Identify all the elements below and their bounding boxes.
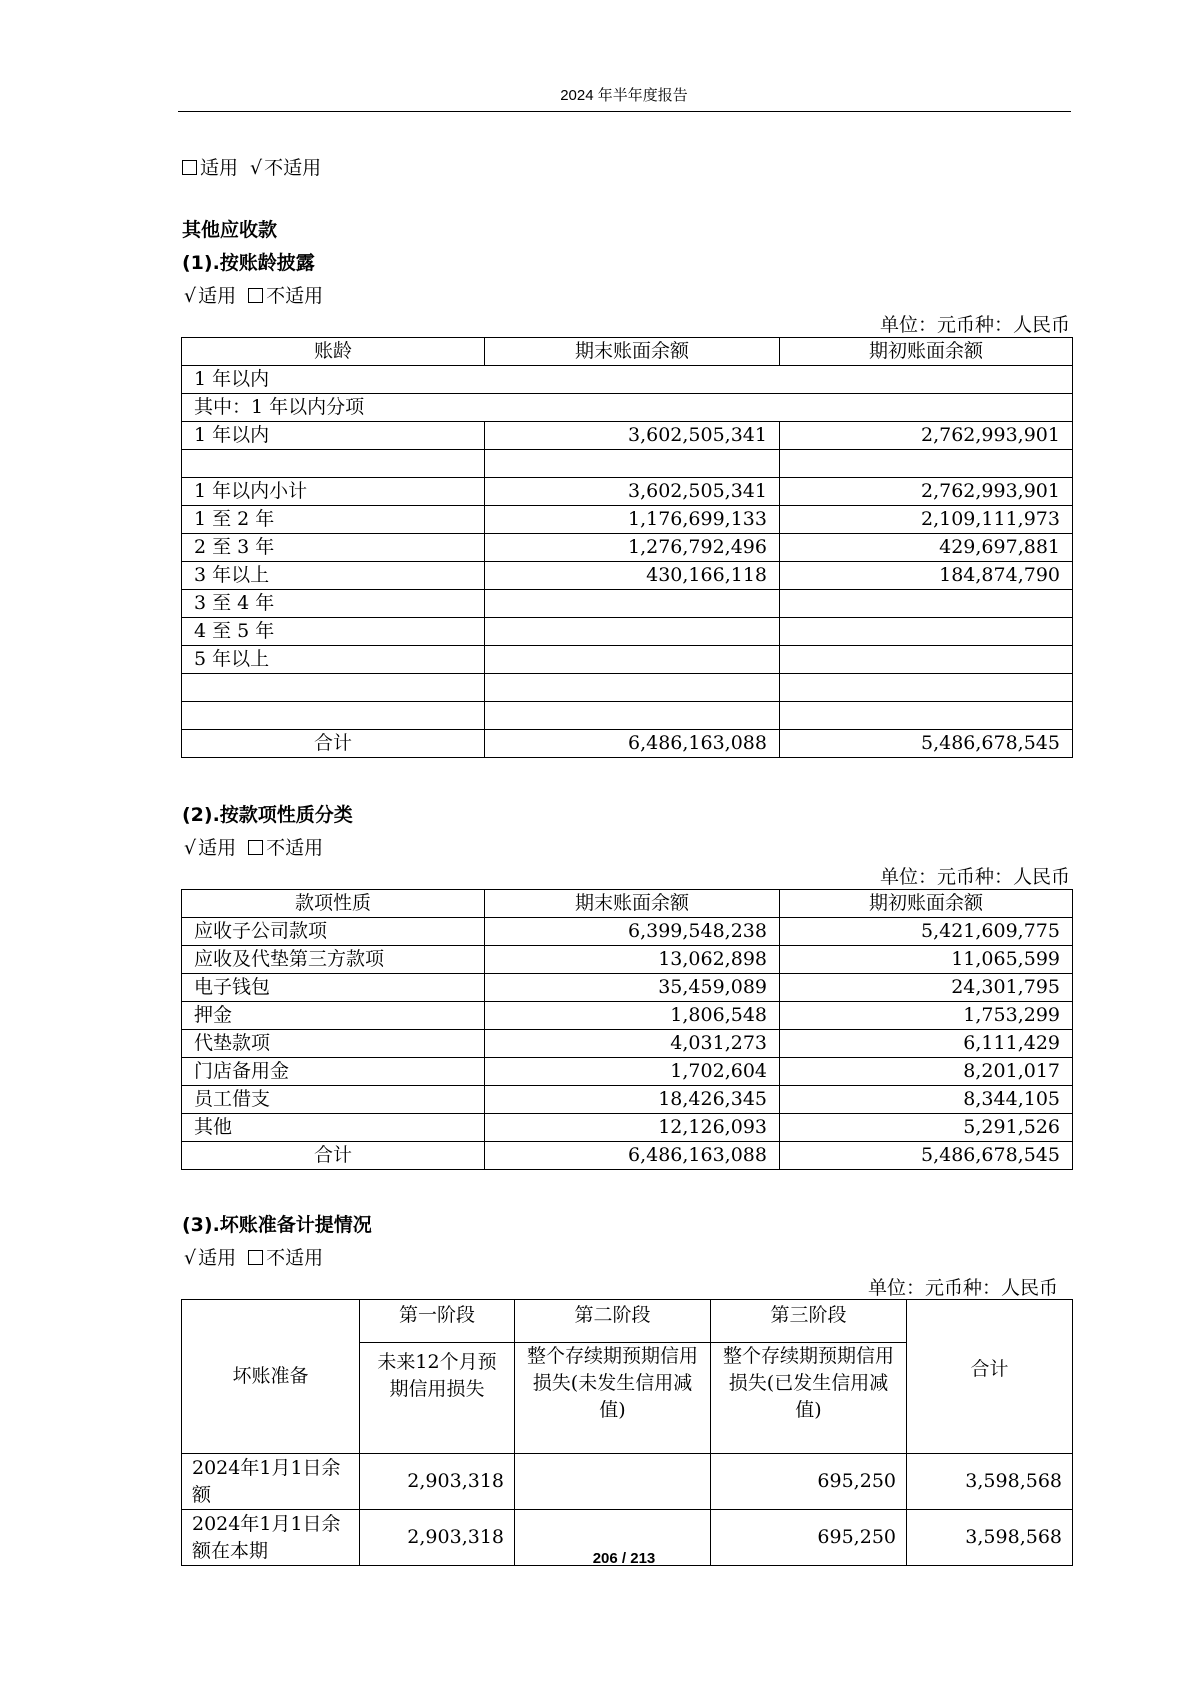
table-row: [182, 450, 1073, 478]
value-cell: 695,250: [711, 1510, 907, 1566]
nature-table: [181, 889, 1073, 1170]
table-row: [182, 646, 1073, 674]
row-label: 应收子公司款项: [182, 918, 485, 946]
row-label: 1 年以内: [182, 366, 1073, 394]
row-label: 电子钱包: [182, 974, 485, 1002]
applicable-label: 适用: [198, 1247, 237, 1269]
header-cell: 未来12个月预期信用损失: [360, 1343, 515, 1454]
checkmark-icon: √: [184, 837, 197, 859]
header-cell: 期初账面余额: [780, 338, 1073, 366]
table-row: [182, 946, 1073, 974]
sec2-applicability: [184, 833, 323, 860]
section-title: 其他应收款: [182, 219, 278, 241]
value-cell: [515, 1454, 711, 1510]
header-cell: 第一阶段: [360, 1300, 515, 1343]
table-row: [182, 974, 1073, 1002]
checkmark-icon: √: [184, 1247, 197, 1269]
value-cell: 430,166,118: [485, 562, 780, 590]
header-rule: [178, 111, 1071, 112]
header-cell: 款项性质: [182, 890, 485, 918]
sec1-unit: 单位：元币种：人民币: [879, 314, 1070, 336]
value-cell: 5,291,526: [780, 1114, 1073, 1142]
table-row: [182, 1114, 1073, 1142]
header-cell: 期末账面余额: [485, 890, 780, 918]
row-label: [182, 674, 485, 702]
value-cell: 2,903,318: [360, 1510, 515, 1566]
value-cell: [780, 646, 1073, 674]
value-cell: [780, 674, 1073, 702]
aging-table: [181, 337, 1073, 758]
sec1-applicability: [184, 281, 323, 308]
total-label: 合计: [182, 1142, 485, 1170]
table-row: [182, 1030, 1073, 1058]
header-cell: 账龄: [182, 338, 485, 366]
row-label: 5 年以上: [182, 646, 485, 674]
table-row: [182, 366, 1073, 394]
value-cell: 35,459,089: [485, 974, 780, 1002]
total-label: 合计: [182, 730, 485, 758]
header-cell: 期初账面余额: [780, 890, 1073, 918]
table-row: [182, 674, 1073, 702]
row-label: [182, 702, 485, 730]
applicability-top: [182, 153, 321, 180]
table-row: [182, 1002, 1073, 1030]
value-cell: [780, 702, 1073, 730]
value-cell: 11,065,599: [780, 946, 1073, 974]
table-row: [182, 702, 1073, 730]
header-cell: 期末账面余额: [485, 338, 780, 366]
value-cell: [485, 618, 780, 646]
checkbox-empty-icon: [248, 1250, 263, 1265]
value-cell: 3,602,505,341: [485, 422, 780, 450]
row-label: 2024年1月1日余额在本期: [182, 1510, 360, 1566]
sec2-unit: 单位：元币种：人民币: [879, 866, 1070, 888]
value-cell: 4,031,273: [485, 1030, 780, 1058]
checkmark-icon: √: [250, 157, 263, 179]
table-row: [182, 478, 1073, 506]
value-cell: 8,344,105: [780, 1086, 1073, 1114]
header-cell: 第三阶段: [711, 1300, 907, 1343]
value-cell: 2,762,993,901: [780, 478, 1073, 506]
value-cell: 1,753,299: [780, 1002, 1073, 1030]
table-row: [182, 534, 1073, 562]
sec1-title: (1).按账龄披露: [182, 252, 315, 274]
table-row: [182, 506, 1073, 534]
row-label: 3 至 4 年: [182, 590, 485, 618]
value-cell: 1,276,792,496: [485, 534, 780, 562]
value-cell: [780, 618, 1073, 646]
value-cell: 184,874,790: [780, 562, 1073, 590]
not-applicable-label: 不适用: [266, 285, 324, 307]
value-cell: 3,598,568: [907, 1454, 1073, 1510]
value-cell: [780, 590, 1073, 618]
value-cell: 1,176,699,133: [485, 506, 780, 534]
sec3-unit: 单位：元币种：人民币: [867, 1277, 1058, 1299]
row-label: 代垫款项: [182, 1030, 485, 1058]
row-label: 2 至 3 年: [182, 534, 485, 562]
page-number: 206 / 213: [592, 1550, 656, 1567]
value-cell: [485, 646, 780, 674]
value-cell: 3,598,568: [907, 1510, 1073, 1566]
value-cell: 2,109,111,973: [780, 506, 1073, 534]
applicable-label: 适用: [198, 837, 237, 859]
total-value: 5,486,678,545: [780, 1142, 1073, 1170]
table-row: [182, 422, 1073, 450]
value-cell: 8,201,017: [780, 1058, 1073, 1086]
row-label: [182, 450, 485, 478]
row-label: 押金: [182, 1002, 485, 1030]
header-cell: 第二阶段: [515, 1300, 711, 1343]
sec2-title: (2).按款项性质分类: [182, 804, 353, 826]
value-cell: 6,111,429: [780, 1030, 1073, 1058]
value-cell: 2,903,318: [360, 1454, 515, 1510]
row-label: 3 年以上: [182, 562, 485, 590]
value-cell: 6,399,548,238: [485, 918, 780, 946]
table-header-row: [182, 1300, 1073, 1343]
table-header-row: [182, 890, 1073, 918]
row-label: 其中：1 年以内分项: [182, 394, 1073, 422]
table-row: [182, 918, 1073, 946]
row-label: 1 年以内: [182, 422, 485, 450]
value-cell: [485, 674, 780, 702]
value-cell: 695,250: [711, 1454, 907, 1510]
bad-debt-table: [181, 1299, 1073, 1566]
value-cell: 18,426,345: [485, 1086, 780, 1114]
value-cell: 13,062,898: [485, 946, 780, 974]
total-row: [182, 730, 1073, 758]
value-cell: 3,602,505,341: [485, 478, 780, 506]
sec3-applicability: [184, 1243, 323, 1270]
value-cell: 5,421,609,775: [780, 918, 1073, 946]
value-cell: 1,806,548: [485, 1002, 780, 1030]
value-cell: 1,702,604: [485, 1058, 780, 1086]
table-row: [182, 562, 1073, 590]
table-row: [182, 1086, 1073, 1114]
total-row: [182, 1142, 1073, 1170]
value-cell: [485, 450, 780, 478]
applicable-label: 适用: [200, 157, 239, 179]
not-applicable-label: 不适用: [266, 1247, 324, 1269]
sec3-title: (3).坏账准备计提情况: [182, 1214, 372, 1236]
value-cell: [780, 450, 1073, 478]
header-cell: 整个存续期预期信用损失(已发生信用减值): [711, 1343, 907, 1454]
value-cell: 24,301,795: [780, 974, 1073, 1002]
value-cell: 12,126,093: [485, 1114, 780, 1142]
not-applicable-label: 不适用: [264, 157, 322, 179]
row-label: 员工借支: [182, 1086, 485, 1114]
table-header-row: [182, 338, 1073, 366]
header-cell: 合计: [907, 1300, 1073, 1454]
checkbox-empty-icon: [182, 160, 197, 175]
total-value: 5,486,678,545: [780, 730, 1073, 758]
table-row: [182, 1058, 1073, 1086]
value-cell: [485, 590, 780, 618]
row-label: 1 年以内小计: [182, 478, 485, 506]
row-label: 1 至 2 年: [182, 506, 485, 534]
page-header: 2024 年半年度报告: [560, 87, 688, 104]
table-row: [182, 394, 1073, 422]
row-label: 其他: [182, 1114, 485, 1142]
checkbox-empty-icon: [248, 840, 263, 855]
row-label: 2024年1月1日余额: [182, 1454, 360, 1510]
table-row: [182, 590, 1073, 618]
header-cell: 坏账准备: [182, 1300, 360, 1454]
value-cell: 429,697,881: [780, 534, 1073, 562]
row-label: 4 至 5 年: [182, 618, 485, 646]
table-row: [182, 1454, 1073, 1510]
checkmark-icon: √: [184, 285, 197, 307]
header-cell: 整个存续期预期信用损失(未发生信用减值): [515, 1343, 711, 1454]
total-value: 6,486,163,088: [485, 730, 780, 758]
checkbox-empty-icon: [248, 288, 263, 303]
row-label: 门店备用金: [182, 1058, 485, 1086]
total-value: 6,486,163,088: [485, 1142, 780, 1170]
applicable-label: 适用: [198, 285, 237, 307]
row-label: 应收及代垫第三方款项: [182, 946, 485, 974]
not-applicable-label: 不适用: [266, 837, 324, 859]
value-cell: 2,762,993,901: [780, 422, 1073, 450]
table-row: [182, 618, 1073, 646]
value-cell: [485, 702, 780, 730]
